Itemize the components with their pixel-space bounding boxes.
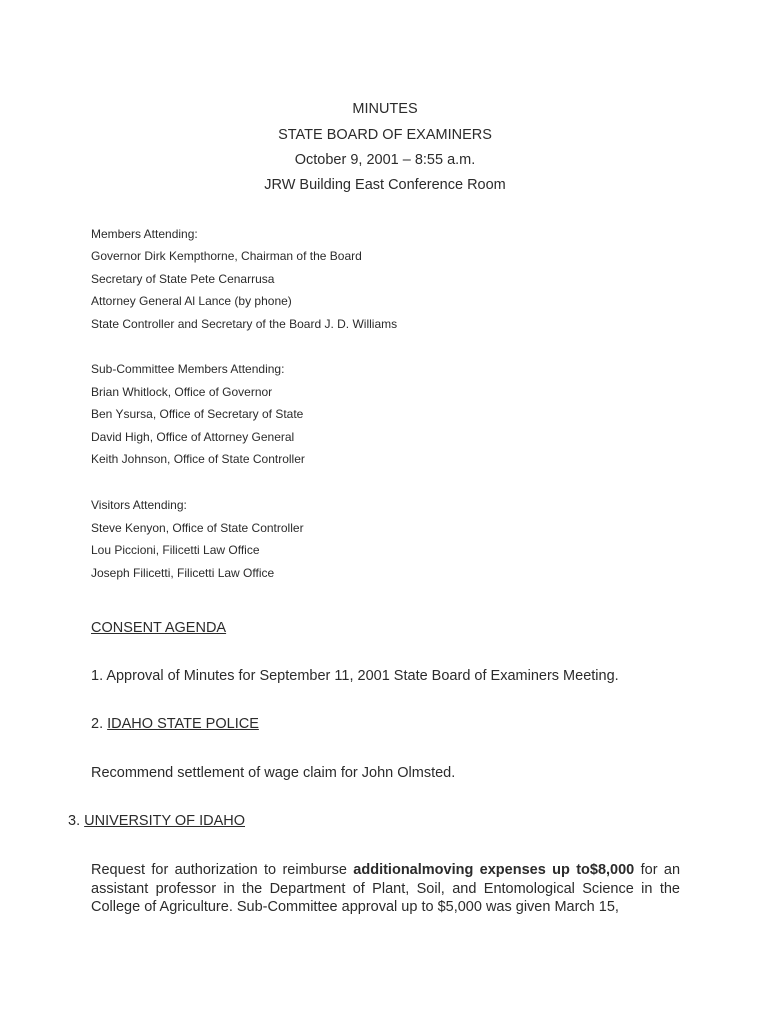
- subcommittee-item: Brian Whitlock, Office of Governor: [91, 385, 273, 399]
- agenda-item-3-title: UNIVERSITY OF IDAHO: [84, 813, 245, 829]
- subcommittee-heading: Sub-Committee Members Attending:: [91, 362, 285, 376]
- agenda-item-3-heading: [68, 813, 245, 829]
- members-heading: Members Attending:: [91, 227, 198, 241]
- member-item: Governor Dirk Kempthorne, Chairman of the Board: [91, 249, 362, 263]
- agenda-item-3-text-bold: additionalmoving expenses up to$8,000: [353, 862, 635, 878]
- member-item: Attorney General Al Lance (by phone): [91, 294, 292, 308]
- subcommittee-item: Ben Ysursa, Office of Secretary of State: [91, 407, 304, 421]
- subcommittee-item: David High, Office of Attorney General: [91, 430, 295, 444]
- agenda-item-3-text-part1: Request for authorization to reimburse: [91, 862, 354, 878]
- agenda-item-3-text-part2: for an assistant professor in the Department of Plant, Soil, and Entomological Science in the College of Agriculture. Sub-Committee approval up to $5,000 was given March 15,: [91, 862, 681, 915]
- board-name: STATE BOARD OF EXAMINERS: [278, 127, 492, 143]
- meeting-date: October 9, 2001 – 8:55 a.m.: [294, 152, 476, 168]
- consent-agenda-heading: CONSENT AGENDA: [91, 620, 227, 636]
- doc-title: MINUTES: [352, 101, 418, 117]
- visitors-heading: Visitors Attending:: [91, 498, 187, 512]
- visitor-item: Lou Piccioni, Filicetti Law Office: [91, 543, 260, 557]
- agenda-item-1: 1. Approval of Minutes for September 11, 2001 State Board of Examiners Meeting.: [91, 668, 619, 684]
- agenda-item-3-text: [91, 861, 680, 917]
- agenda-item-3-number: 3.: [68, 813, 85, 829]
- agenda-item-2-number: 2.: [91, 716, 108, 732]
- agenda-item-2-text: Recommend settlement of wage claim for John Olmsted.: [91, 765, 456, 781]
- visitor-item: Joseph Filicetti, Filicetti Law Office: [91, 566, 275, 580]
- member-item: Secretary of State Pete Cenarrusa: [91, 272, 275, 286]
- member-item: State Controller and Secretary of the Board J. D. Williams: [91, 317, 398, 331]
- subcommittee-item: Keith Johnson, Office of State Controller: [91, 452, 305, 466]
- agenda-item-2-heading: [91, 716, 259, 732]
- meeting-location: JRW Building East Conference Room: [264, 177, 506, 193]
- agenda-item-2-title: IDAHO STATE POLICE: [107, 716, 259, 732]
- visitor-item: Steve Kenyon, Office of State Controller: [91, 521, 304, 535]
